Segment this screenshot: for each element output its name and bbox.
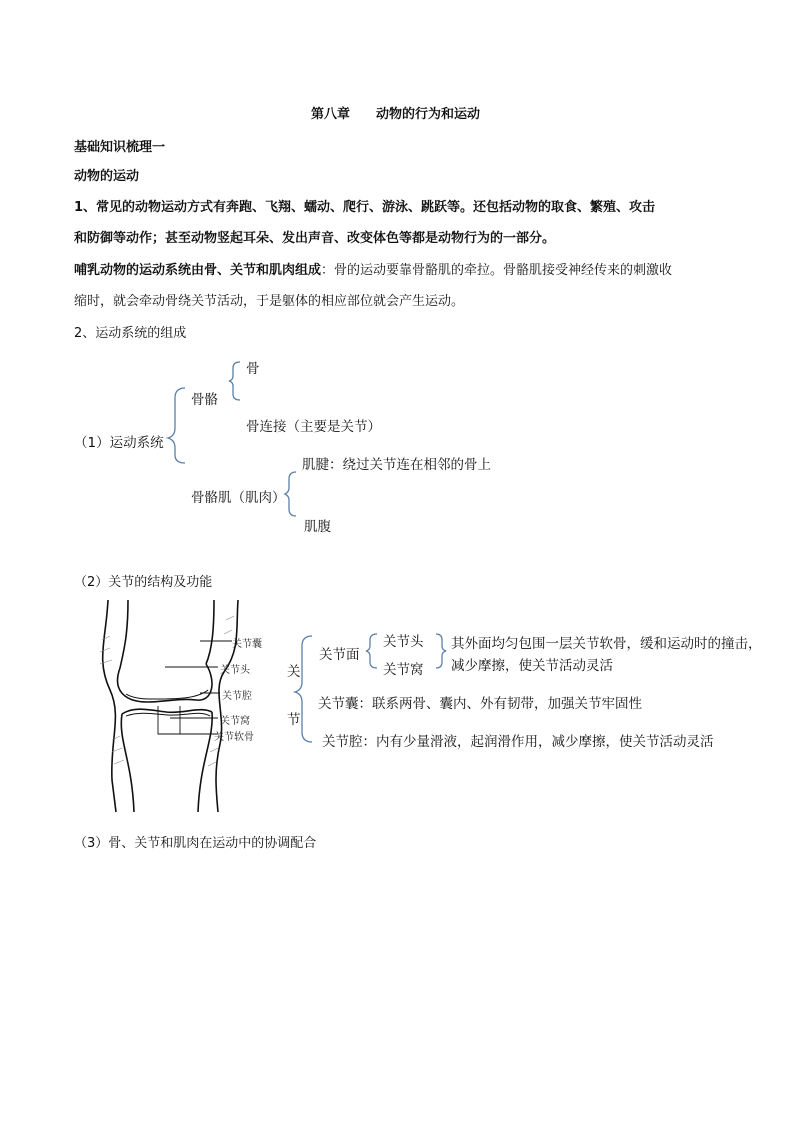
paragraph-2-line-2: 缩时，就会牵动骨绕关节活动，于是躯体的相应部位就会产生运动。 (74, 294, 465, 309)
subsection-heading: 动物的运动 (74, 169, 140, 184)
paragraph-1-line-1: 1、常见的动物运动方式有奔跑、飞翔、蠕动、爬行、游泳、跳跃等。还包括动物的取食、繁殖、攻击 (74, 200, 656, 215)
tibia-right-edge (198, 712, 212, 812)
section-heading: 基础知识梳理一 (74, 140, 166, 155)
label-cartilage: 关节软骨 (214, 732, 254, 743)
joint-surface-desc-2: 减少摩擦，使关节活动灵活 (451, 658, 613, 674)
paragraph-1-line-2: 和防御等动作；甚至动物竖起耳朵、发出声音、改变体色等都是动物行为的一部分。 (74, 231, 556, 246)
item-2-2-heading: （2）关节的结构及功能 (74, 575, 213, 590)
joint-capsule: 关节囊：联系两骨、囊内、外有韧带，加强关节牢固性 (318, 696, 642, 712)
tree-muscle: 骨骼肌（肌肉） (191, 490, 286, 506)
page-title: 第八章 动物的行为和运动 (311, 107, 481, 122)
tree-bone: 骨 (246, 361, 260, 377)
label-head: 关节头 (220, 665, 250, 676)
cartilage-bottom (126, 713, 210, 716)
outer-left-contour (103, 600, 116, 812)
joint-surface-socket: 关节窝 (383, 662, 424, 678)
label-cavity: 关节腔 (222, 691, 252, 702)
joint-root-bottom: 节 (287, 712, 301, 728)
outer-right-contour (216, 600, 238, 812)
joint-root-top: 关 (287, 664, 301, 680)
tree-belly: 肌腹 (304, 519, 331, 535)
item-2-3-heading: （3）骨、关节和肌肉在运动中的协调配合 (74, 836, 317, 851)
tibia-left-edge (121, 714, 134, 812)
femur-left-edge (120, 600, 128, 668)
joint-cavity: 关节腔：内有少量滑液，起润滑作用，减少摩擦，使关节活动灵活 (322, 734, 714, 750)
paragraph-2-bold: 哺乳动物的运动系统由骨、关节和肌肉组成 (74, 263, 322, 278)
tree-root: （1）运动系统 (74, 435, 164, 451)
cartilage-top (126, 690, 208, 699)
item-2-heading: 2、运动系统的组成 (74, 326, 187, 341)
femur-right-edge (206, 600, 214, 664)
joint-surface: 关节面 (319, 647, 360, 663)
label-capsule: 关节囊 (232, 639, 262, 650)
joint-surface-head: 关节头 (383, 634, 424, 650)
paragraph-2-rest: ：骨的运动要靠骨骼肌的牵拉。骨骼肌接受神经传来的刺激收 (321, 263, 673, 278)
tree-skeleton: 骨骼 (191, 392, 218, 408)
joint-surface-desc-1: 其外面均匀包围一层关节软骨，缓和运动时的撞击， (451, 636, 762, 652)
tree-bone-joint: 骨连接（主要是关节） (246, 419, 381, 435)
tree-tendon: 肌腱：绕过关节连在相邻的骨上 (302, 457, 491, 473)
label-socket: 关节窝 (220, 716, 250, 727)
